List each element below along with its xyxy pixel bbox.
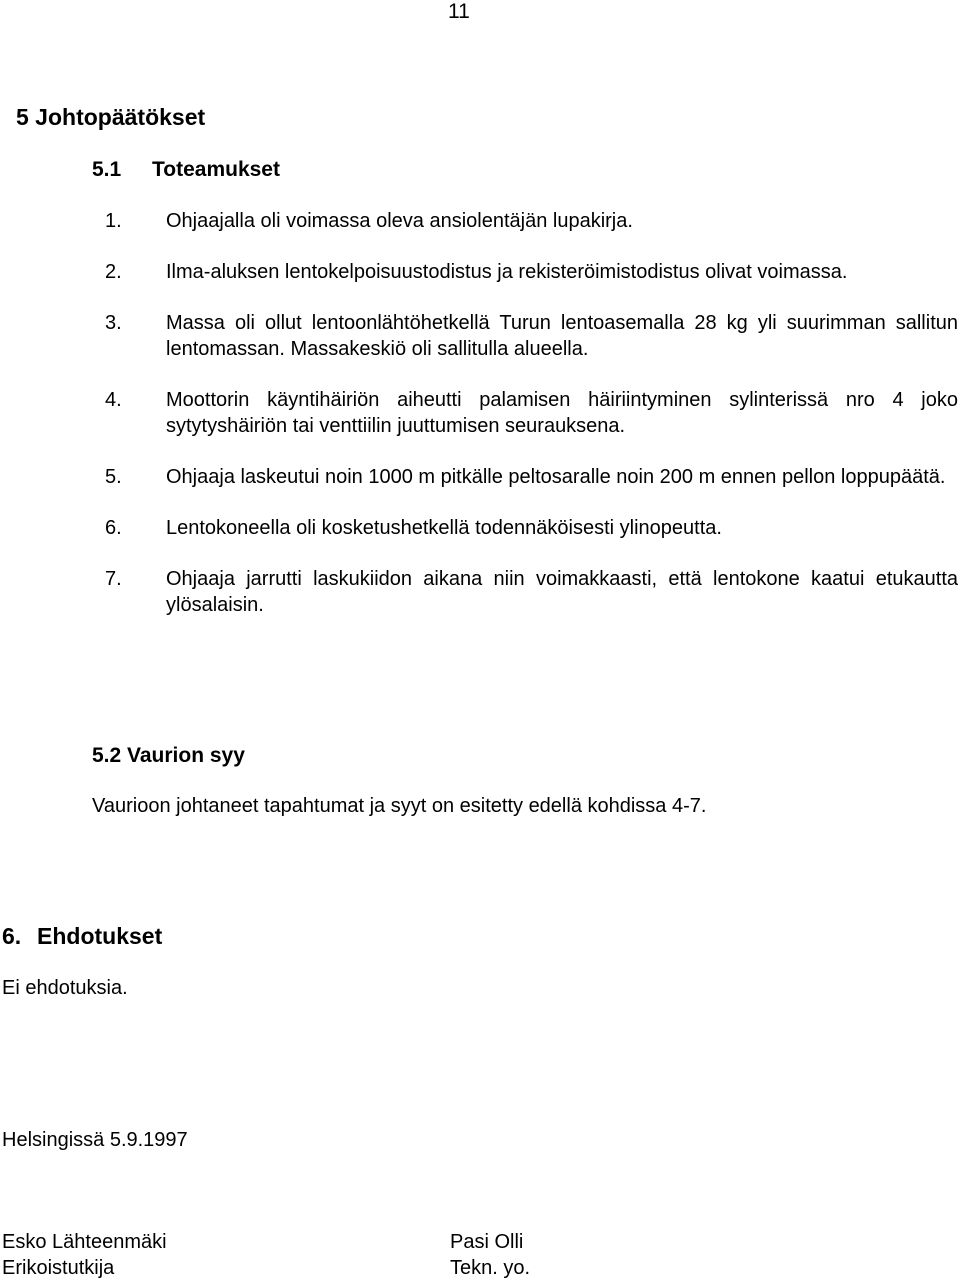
section-6-title: Ehdotukset	[37, 923, 163, 949]
list-item	[92, 515, 958, 541]
list-item-text: Ohjaaja jarrutti laskukiidon aikana niin voimakkaasti, että lentokone kaatui etukautta ylösalaisin.	[166, 568, 958, 616]
list-item-number: 2.	[105, 261, 122, 283]
findings-list	[92, 208, 958, 643]
list-item	[92, 208, 958, 234]
list-item	[92, 387, 958, 439]
list-item-number: 1.	[105, 210, 122, 232]
list-item-text: Moottorin käyntihäiriön aiheutti palamisen häiriintyminen sylinterissä nro 4 joko sytytyshäiriön tai venttiilin juuttumisen seurauksena.	[166, 389, 958, 437]
list-item-text: Ohjaajalla oli voimassa oleva ansiolentäjän lupakirja.	[166, 210, 633, 232]
signer-role: Erikoistutkija	[2, 1257, 115, 1279]
list-item-text: Ohjaaja laskeutui noin 1000 m pitkälle peltosaralle noin 200 m ennen pellon loppupäätä.	[166, 466, 946, 488]
section-6-heading	[2, 922, 162, 950]
list-item	[92, 464, 958, 490]
signature-block	[450, 1229, 530, 1281]
section-5-1-number: 5.1	[92, 158, 122, 181]
list-item	[92, 310, 958, 362]
list-item-number: 4.	[105, 389, 122, 411]
section-6-text: Ei ehdotuksia.	[2, 977, 128, 999]
list-item	[92, 259, 958, 285]
section-6-number: 6.	[2, 923, 22, 949]
list-item-number: 3.	[105, 312, 122, 334]
page-number: 11	[448, 0, 470, 23]
list-item-text: Massa oli ollut lentoonlähtöhetkellä Turun lentoasemalla 28 kg yli suurimman sallitun lentomassan. Massakeskiö oli sallitulla alueella.	[166, 312, 958, 360]
list-item	[92, 566, 958, 618]
list-item-number: 7.	[105, 568, 122, 590]
signature-block	[2, 1229, 167, 1281]
section-5-1-heading	[92, 157, 280, 183]
list-item-number: 5.	[105, 466, 122, 488]
list-item-text: Ilma-aluksen lentokelpoisuustodistus ja rekisteröimistodistus olivat voimassa.	[166, 261, 848, 283]
signer-name: Pasi Olli	[450, 1231, 524, 1253]
list-item-number: 6.	[105, 517, 122, 539]
place-date: Helsingissä 5.9.1997	[2, 1129, 188, 1151]
signer-name: Esko Lähteenmäki	[2, 1231, 167, 1253]
section-5-heading: 5 Johtopäätökset	[16, 104, 206, 130]
list-item-text: Lentokoneella oli kosketushetkellä todennäköisesti ylinopeutta.	[166, 517, 722, 539]
section-5-1-title: Toteamukset	[152, 158, 280, 181]
section-5-2-text: Vaurioon johtaneet tapahtumat ja syyt on esitetty edellä kohdissa 4-7.	[92, 795, 707, 817]
signer-role: Tekn. yo.	[450, 1257, 531, 1279]
section-5-2-heading: 5.2 Vaurion syy	[92, 744, 245, 767]
